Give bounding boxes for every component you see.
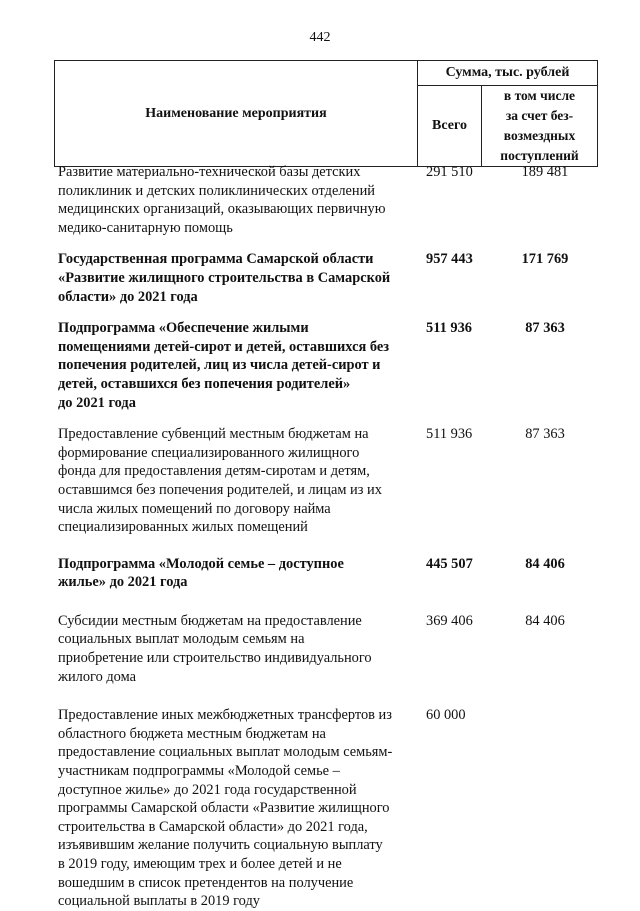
row-total: 291 510 <box>426 164 473 180</box>
row-name-line: жилье» до 2021 года <box>58 574 188 591</box>
row-total: 60 000 <box>426 707 466 724</box>
table-body <box>58 163 598 911</box>
header-incl-line: возмездных <box>503 128 576 143</box>
header-total-cell: Всего <box>418 86 482 167</box>
table-header <box>54 60 598 167</box>
row-name-line: приобретение или строительство индивидуального <box>58 650 372 667</box>
row-name-line: участникам подпрограммы «Молодой семье – <box>58 763 340 780</box>
row-name-line: программы Самарской области «Развитие жилищного <box>58 800 390 817</box>
row-name-line: Предоставление иных межбюджетных трансфертов из <box>58 707 392 724</box>
row-name-line: изъявившим желание получить социальную выплату <box>58 837 383 854</box>
row-incl: 87 363 <box>525 426 565 443</box>
row-name-line: специализированных жилых помещений <box>58 519 308 536</box>
row-incl: 171 769 <box>521 251 569 268</box>
row-name <box>58 555 416 592</box>
row-total: 369 406 <box>426 612 473 629</box>
header-incl-line: поступлений <box>500 148 579 163</box>
row-total: 445 507 <box>426 555 473 572</box>
row-name-line: детей, оставшихся без попечения родителей» <box>58 375 351 392</box>
row-name-line: Субсидии местным бюджетам на предоставление <box>58 612 362 629</box>
row-name-line: области» до 2021 года <box>58 288 198 305</box>
table-row <box>58 706 598 911</box>
header-name-cell: Наименование мероприятия <box>55 61 418 167</box>
row-name-line: медицинских организаций, оказывающих первичную <box>58 201 386 218</box>
row-name-line: доступное жилье» до 2021 года государственной <box>58 781 357 798</box>
header-incl-line: за счет без- <box>505 108 574 123</box>
row-name <box>58 612 416 686</box>
row-name-line: в 2019 году, имеющим трех и более детей и не <box>58 856 342 872</box>
header-sum-cell: Сумма, тыс. рублей <box>418 61 598 86</box>
row-name-line: Развитие материально-технической базы детских <box>58 164 361 180</box>
row-name-line: оставшимся без попечения родителей, и лицам из их <box>58 481 382 498</box>
row-incl: 189 481 <box>521 164 569 180</box>
row-name <box>58 425 416 537</box>
row-name <box>58 250 416 306</box>
page-number: 442 <box>309 30 331 45</box>
row-name-line: формирование специализированного жилищного <box>58 444 360 461</box>
row-incl: 84 406 <box>525 555 565 572</box>
row-total: 957 443 <box>426 251 473 268</box>
header-incl-line: в том числе <box>503 88 576 103</box>
row-name-line: социальной выплаты в 2019 году <box>58 893 260 910</box>
row-name-line: «Развитие жилищного строительства в Самарской <box>58 269 391 286</box>
row-name-line: областного бюджета местным бюджетам на <box>58 725 326 742</box>
row-name-line: социальных выплат молодым семьям на <box>58 631 305 648</box>
table-row <box>58 425 598 537</box>
table-row <box>58 555 598 592</box>
row-incl: 84 406 <box>525 612 565 629</box>
row-name-line: жилого дома <box>58 668 136 685</box>
table-row <box>58 612 598 686</box>
row-name-line: Подпрограмма «Молодой семье – доступное <box>58 555 344 572</box>
row-name <box>58 163 416 237</box>
row-name-line: помещениями детей-сирот и детей, оставшихся без <box>58 338 390 355</box>
row-name-line: Государственная программа Самарской области <box>58 251 374 268</box>
row-name-line: вошедшим в список претендентов на получение <box>58 874 354 891</box>
row-name-line: строительства в Самарской области» до 2021 года, <box>58 818 368 835</box>
row-name-line: фонда для предоставления детям-сиротам и детям, <box>58 463 370 480</box>
row-total: 511 936 <box>426 426 473 443</box>
header-incl-cell <box>482 86 598 167</box>
table-row <box>58 250 598 306</box>
row-name-line: попечения родителей, лиц из числа детей-сирот и <box>58 357 381 374</box>
row-name-line: медико-санитарную помощь <box>58 219 233 236</box>
row-name-line: Подпрограмма «Обеспечение жилыми <box>58 320 309 337</box>
row-name <box>58 319 416 412</box>
row-name-line: поликлиник и детских поликлинических отделений <box>58 182 376 199</box>
row-name-line: числа жилых помещений по договору найма <box>58 500 331 517</box>
row-name <box>58 706 416 911</box>
table-row <box>58 319 598 412</box>
row-incl <box>486 706 598 911</box>
row-name-line: Предоставление субвенций местным бюджетам на <box>58 426 369 443</box>
row-name-line: предоставление социальных выплат молодым семьям- <box>58 744 393 761</box>
row-name-line: до 2021 года <box>58 394 136 411</box>
row-total: 511 936 <box>426 320 472 337</box>
row-incl: 87 363 <box>525 320 565 337</box>
table-row <box>58 163 598 237</box>
